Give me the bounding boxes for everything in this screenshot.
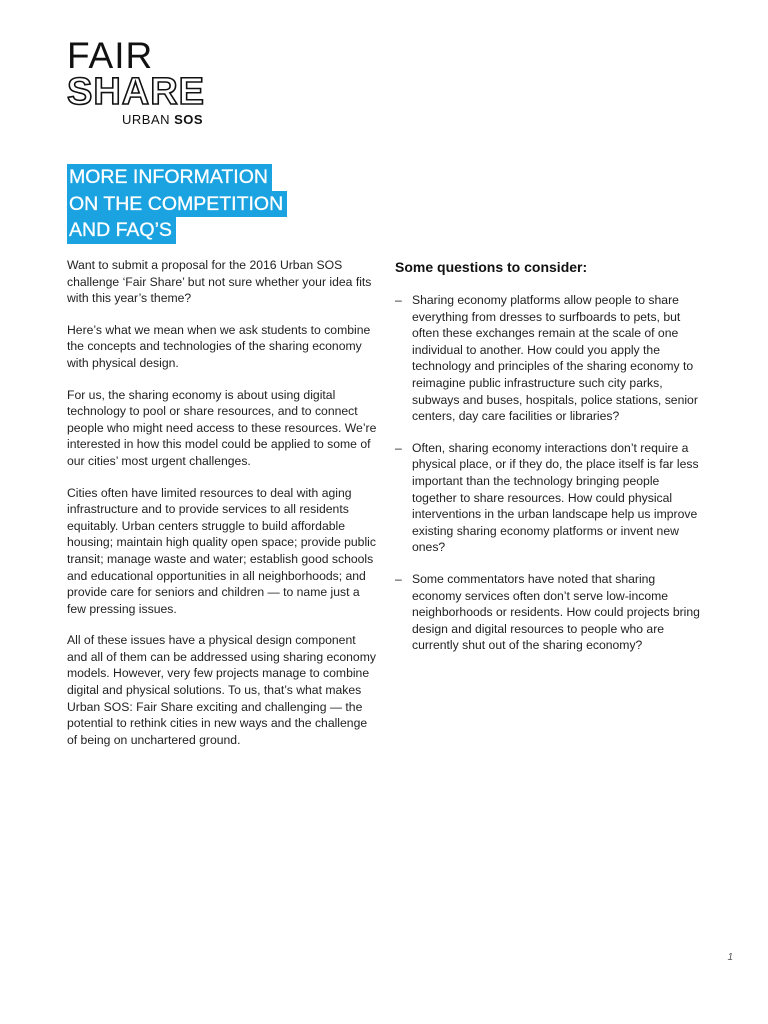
questions-title: Some questions to consider: [395,259,588,275]
fair-share-logo [67,35,227,127]
logo-share-text: SHARE [67,71,206,113]
paragraph-cities: Cities often have limited resources to deal with aging infrastructure and to provide services to all residents equitably. Urban centers struggle to build affordable housing; maintain high quality open space; provide public transit; manage waste and water; establish good schools and educational opportunities in all neighborhoods; and provide care for seniors and children — to name just a few pressing issues. [67,485,376,616]
logo-fair-text: FAIR [67,35,154,76]
logo-urban-sos [122,112,203,127]
question-text: Some commentators have noted that sharing economy services often don’t serve low-income neighborhoods or residents. How could projects bring design and digital resources to people who are currently shut out of the sharing economy? [412,571,700,653]
question-text: Sharing economy platforms allow people to share everything from dresses to surfboards to pets, but often these exchanges remain at the scale of one individual to another. How could you apply the technology and principles of the sharing economy to reimagine public infrastructure such city parks, subways and buses, hospitals, police stations, senior centers, day care facilities or libraries? [412,293,698,424]
page-heading [67,164,287,244]
heading-line-3: AND FAQ’S [67,217,176,244]
paragraph-design-component: All of these issues have a physical design component and all of them can be addressed using sharing economy models. However, very few projects manage to combine digital and physical solutions. To us, that’s what makes Urban SOS: Fair Share exciting and challenging — the potential to rethink cities in new ways and the challenge of being on unchartered ground. [67,633,376,747]
paragraph-intro: Want to submit a proposal for the 2016 Urban SOS challenge ‘Fair Share’ but not sure whether your idea fits with this year’s theme? [67,258,372,306]
dash-bullet: – [395,440,402,455]
question-text: Often, sharing economy interactions don’t require a physical place, or if they do, the place itself is far less important than the technology bringing people together to share resources. How could physical interventions in the urban landscape help us improve existing sharing economy platforms or invent new ones? [412,440,699,555]
paragraph-sharing-economy: For us, the sharing economy is about using digital technology to pool or share resources, and to connect people who might need access to these resources. We’re interested in how this model could be applied to some of our cities’ most urgent challenges. [67,387,377,468]
question-item [395,571,700,654]
page-number: 1 [727,952,733,963]
dash-bullet: – [395,571,402,586]
right-column [395,258,700,669]
paragraph-meaning: Here’s what we mean when we ask students to combine the concepts and technologies of the sharing economy with physical design. [67,322,371,370]
left-column [67,257,377,763]
heading-line-1: MORE INFORMATION [67,164,272,191]
question-item [395,292,700,425]
question-item [395,440,700,556]
dash-bullet: – [395,293,402,307]
logo-urban-text: URBAN [122,112,171,127]
heading-line-2: ON THE COMPETITION [67,191,287,218]
logo-sos-text: SOS [174,112,204,127]
